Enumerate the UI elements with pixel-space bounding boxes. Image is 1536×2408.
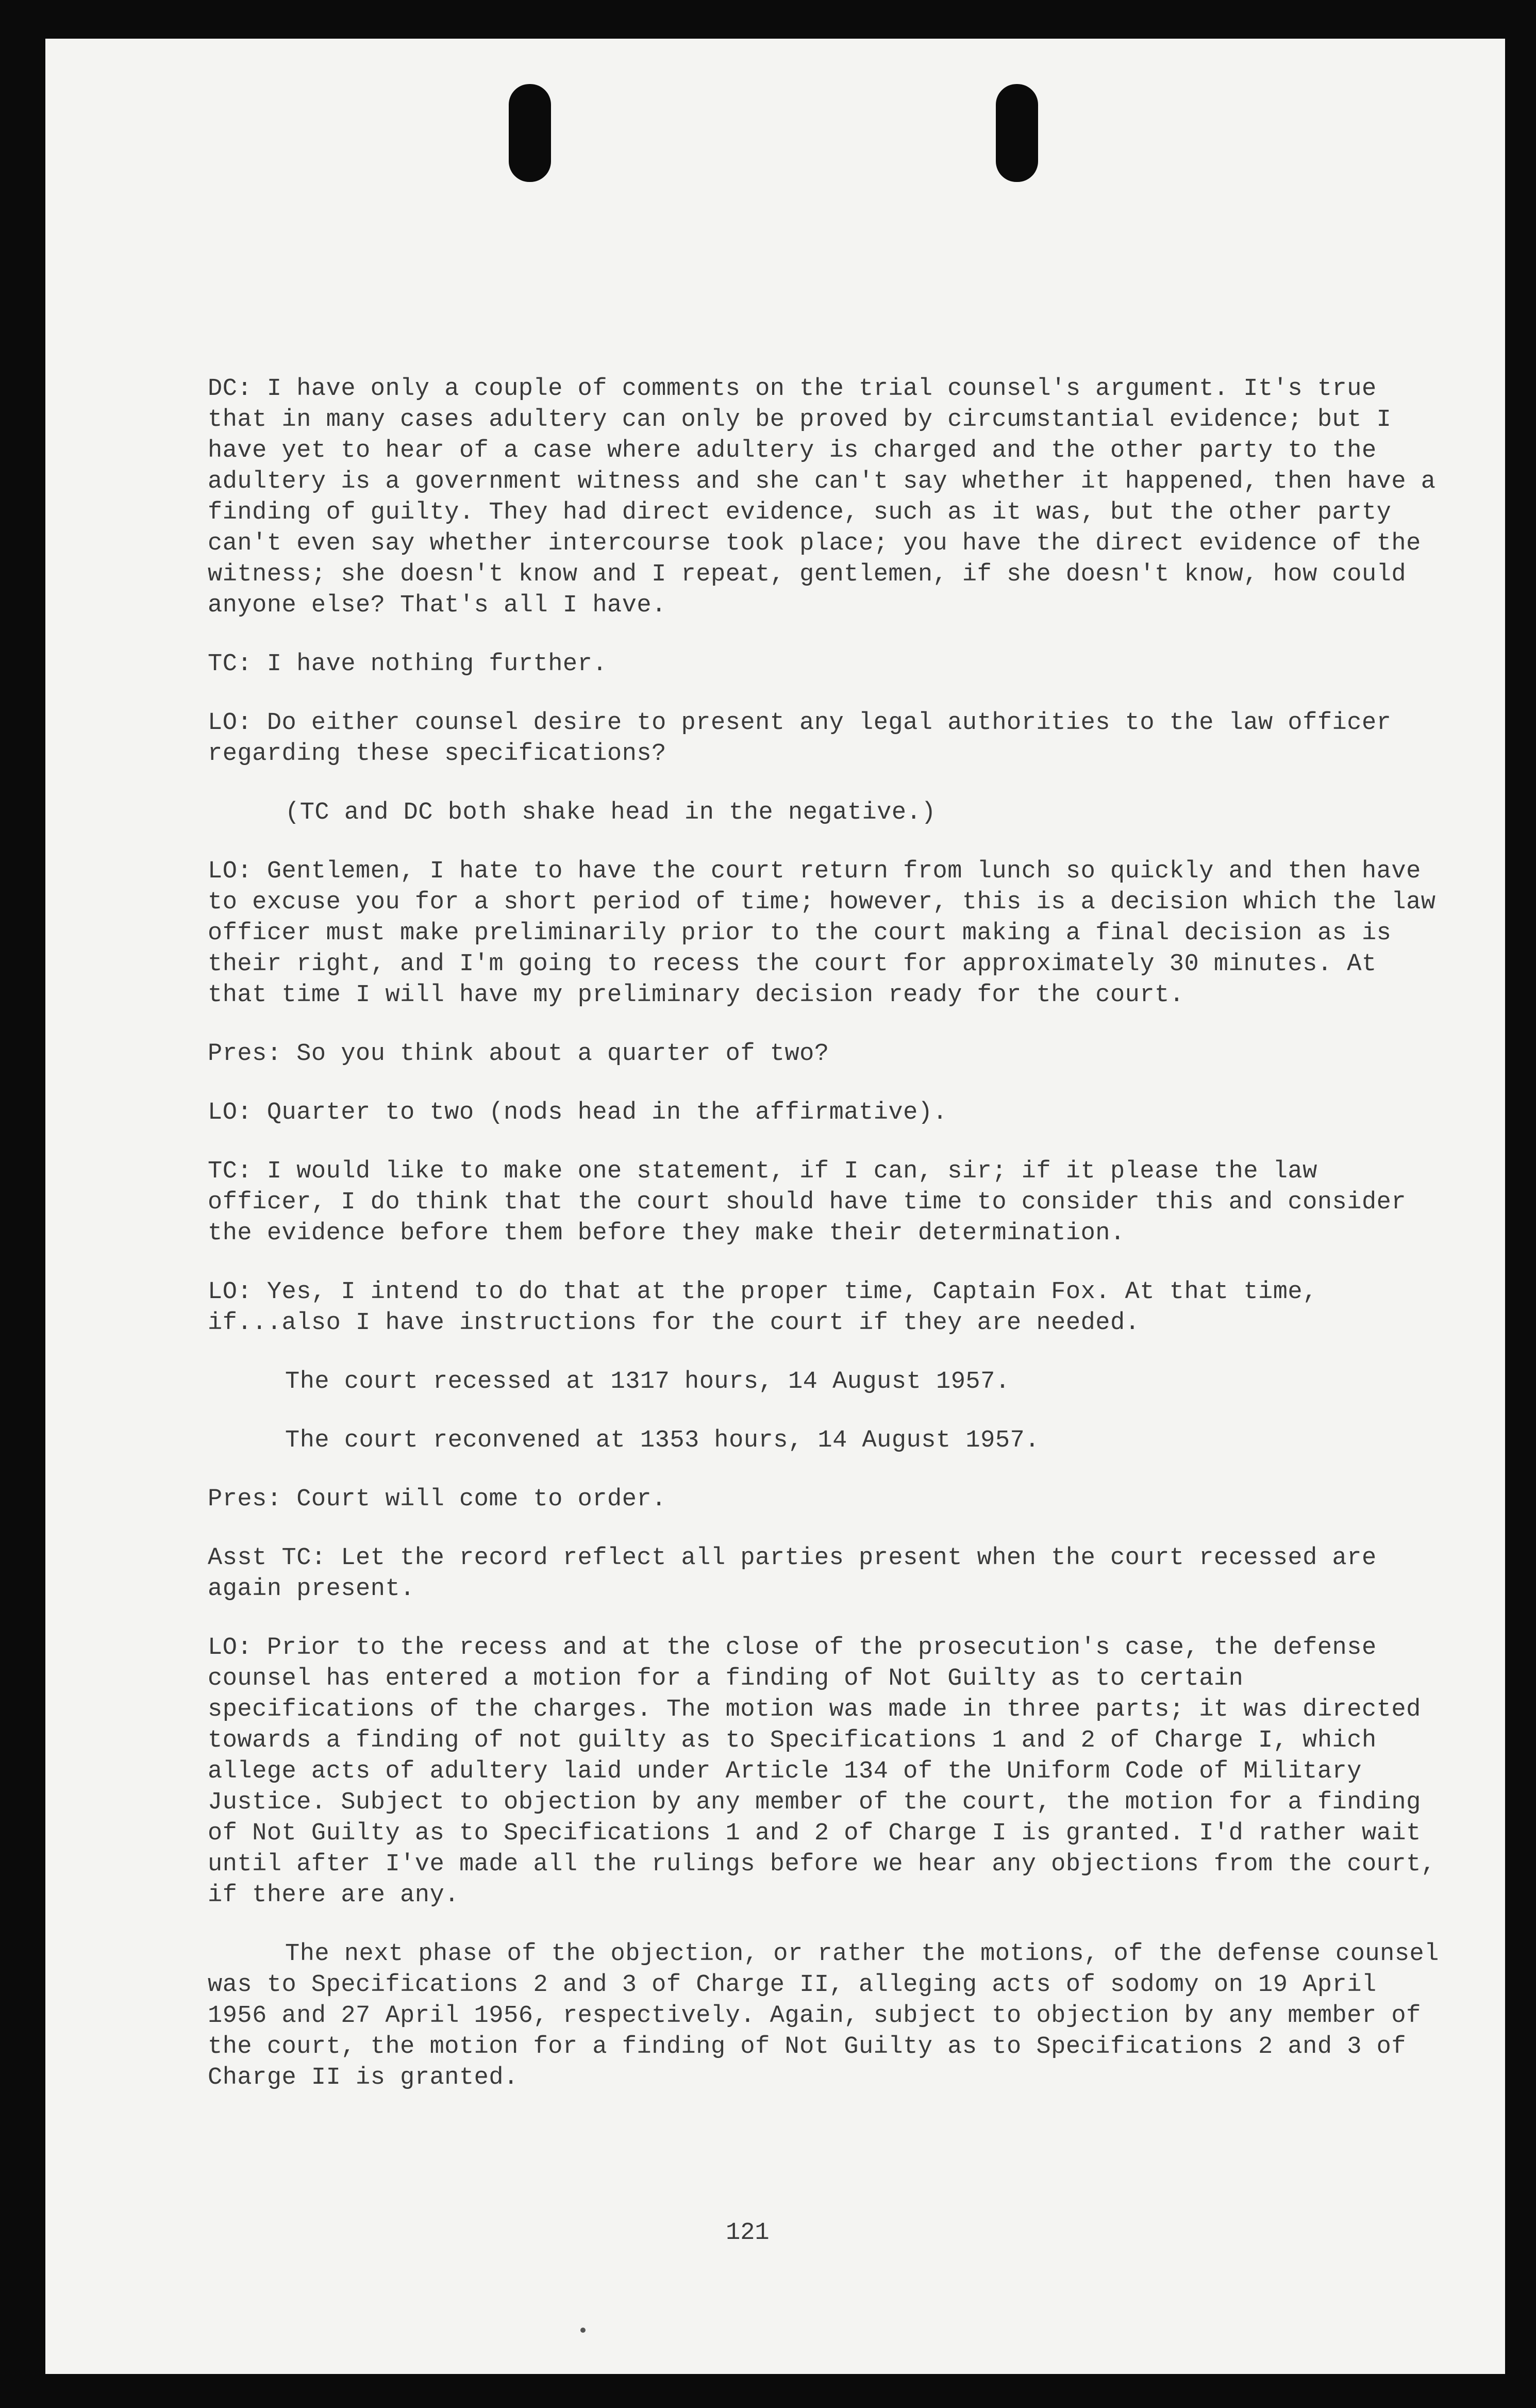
paragraph-tc-statement: TC: I would like to make one statement, if I can, sir; if it please the law officer, I do think that the court should have time to consider this and consider the evidence before them before they make their determination. bbox=[208, 1158, 1421, 1247]
paragraph-dc-argument: DC: I have only a couple of comments on the trial counsel's argument. It's true that in many cases adultery can only be proved by circumstantial evidence; but I have yet to hear of a case where adultery is charged and the other party to the adultery is a government witness and she can't say whether it happened, then have a finding of guilty. They had direct evidence, such as it was, but the other party can't even say whether intercourse took place; you have the direct evidence of the witness; she doesn't know and I repeat, gentlemen, if she doesn't know, how could anyone else? That's all I have. bbox=[208, 375, 1451, 619]
paragraph-lo-quarter: LO: Quarter to two (nods head in the affirmative). bbox=[208, 1099, 948, 1126]
paper-speck bbox=[580, 2328, 586, 2333]
transcript-body bbox=[208, 374, 1454, 2121]
paragraph-lo-proper-time: LO: Yes, I intend to do that at the proper time, Captain Fox. At that time, if...also I have instructions for the court if they are needed. bbox=[208, 1278, 1332, 1337]
paragraph-lo-recess: LO: Gentlemen, I hate to have the court return from lunch so quickly and then have to excuse you for a short period of time; however, this is a decision which the law officer must make preliminarily prior to the court making a final decision as is their right, and I'm going to recess the court for approximately 30 minutes. At that time I will have my preliminary decision ready for the court. bbox=[208, 858, 1451, 1009]
paragraph-pres-order: Pres: Court will come to order. bbox=[208, 1486, 666, 1513]
paragraph-lo-legal-authorities: LO: Do either counsel desire to present any legal authorities to the law officer regarding these specifications? bbox=[208, 709, 1407, 768]
paragraph-stage-direction: (TC and DC both shake head in the negative.) bbox=[285, 799, 937, 826]
document-page bbox=[45, 39, 1505, 2374]
paragraph-pres-quarter: Pres: So you think about a quarter of two? bbox=[208, 1040, 829, 1068]
punch-hole bbox=[509, 84, 551, 182]
punch-hole bbox=[996, 84, 1038, 182]
paragraph-lo-ruling-charge-i: LO: Prior to the recess and at the close of the prosecution's case, the defense counsel has entered a motion for a finding of Not Guilty as to certain specifications of the charges. The motion was made in three parts; it was directed towards a finding of not guilty as to Specifications 1 and 2 of Charge I, which allege acts of adultery laid under Article 134 of the Uniform Code of Military Justice. Subject to objection by any member of the court, the motion for a finding of Not Guilty as to Specifications 1 and 2 of Charge I is granted. I'd rather wait until after I've made all the rulings before we hear any objections from the court, if there are any. bbox=[208, 1634, 1451, 1909]
paragraph-ruling-charge-ii: The next phase of the objection, or rather the motions, of the defense counsel was to Specifications 2 and 3 of Charge II, alleging acts of sodomy on 19 April 1956 and 27 April 1956, respectively. Again, subject to objection by any member of the court, the motion for a finding of Not Guilty as to Specifications 2 and 3 of Charge II is granted. bbox=[208, 1940, 1454, 2091]
paragraph-court-recessed: The court recessed at 1317 hours, 14 August 1957. bbox=[285, 1368, 1010, 1396]
paragraph-court-reconvened: The court reconvened at 1353 hours, 14 August 1957. bbox=[285, 1427, 1040, 1454]
paragraph-tc-nothing-further: TC: I have nothing further. bbox=[208, 651, 608, 678]
paragraph-asst-tc-record: Asst TC: Let the record reflect all parties present when the court recessed are again present. bbox=[208, 1545, 1392, 1603]
page-number: 121 bbox=[726, 2219, 770, 2247]
